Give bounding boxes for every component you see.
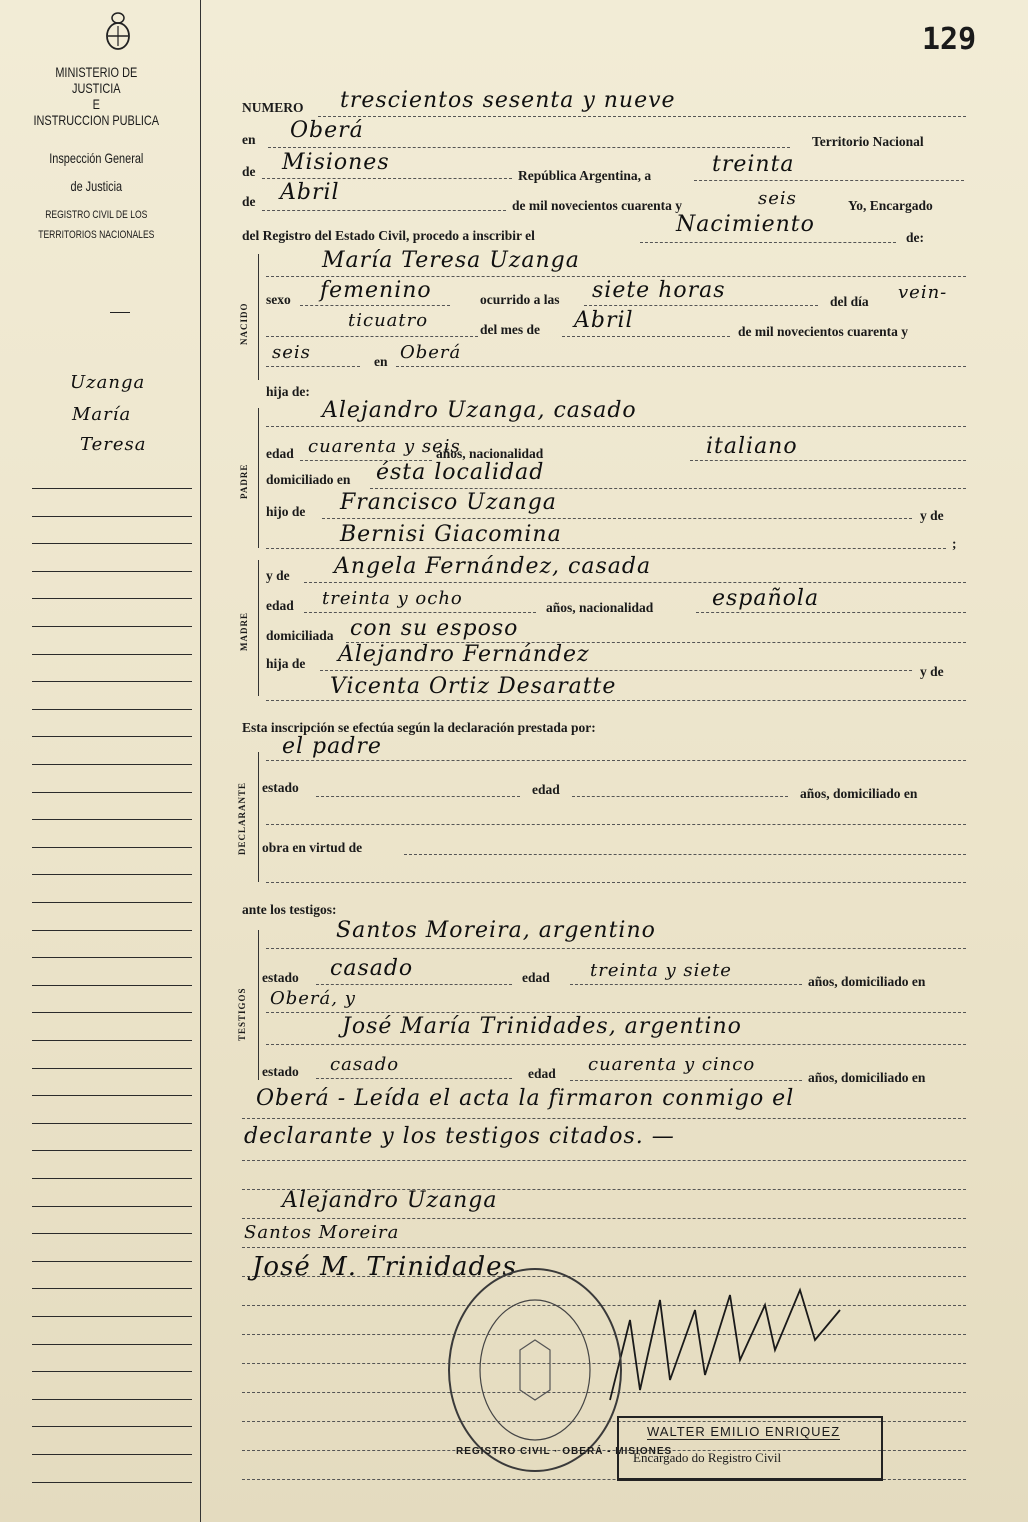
label-republica: República Argentina, a: [518, 168, 652, 183]
dots-t2-edad: [570, 1080, 802, 1081]
value-anio: seis: [758, 188, 797, 209]
margin-ruled-line: [32, 1482, 192, 1483]
dots-t1-estado: [316, 984, 512, 985]
label-obra-en-virtud: obra en virtud de: [262, 840, 363, 855]
margin-ruled-line: [32, 1206, 192, 1207]
dots-edad-decl: [572, 796, 788, 797]
dots-dom-decl: [266, 824, 966, 825]
margin-ruled-line: [32, 819, 192, 820]
label-anos-dom-decl: años, domiciliado en: [800, 786, 918, 801]
margin-ruled-line: [32, 764, 192, 765]
value-abuelo-m: Alejandro Fernández: [338, 642, 590, 667]
ministry-line-5: de Justicia: [70, 178, 123, 195]
signature-2: Santos Moreira: [244, 1222, 400, 1243]
label-territorio: Territorio Nacional: [812, 134, 924, 149]
value-en: Oberá: [290, 118, 364, 143]
dots-obra: [404, 854, 966, 855]
dots-padre-dom: [370, 488, 966, 489]
value-dia2: ticuatro: [348, 310, 429, 331]
value-madre-nac: española: [712, 586, 820, 611]
dots-testigo2: [266, 1044, 966, 1045]
ministry-line-3: INSTRUCCION PUBLICA: [33, 112, 160, 129]
dots-t1-edad: [570, 984, 802, 985]
label-en: en: [242, 132, 256, 147]
value-dia: treinta: [712, 152, 795, 177]
label-anos-dom-t1: años, domiciliado en: [808, 974, 926, 989]
value-testigo2: José María Trinidades, argentino: [342, 1014, 742, 1039]
ministry-line-2: E: [92, 96, 100, 113]
dots-testigo1: [266, 948, 966, 949]
label-edad-madre: edad: [266, 598, 294, 613]
dots-t2-estado: [316, 1078, 512, 1079]
label-sexo: sexo: [266, 292, 291, 307]
dots-madre-nombre: [304, 582, 966, 583]
margin-ruled-line: [32, 626, 192, 627]
dots-dia: [694, 180, 964, 181]
dots-dia2: [266, 336, 478, 337]
ministry-line-6: REGISTRO CIVIL DE LOS: [45, 208, 148, 221]
dots-declarante: [266, 760, 966, 761]
value-padre-nac: italiano: [706, 434, 798, 459]
value-abuela: Bernisi Giacomina: [340, 522, 562, 547]
label-edad-padre: edad: [266, 446, 294, 461]
margin-note-line1: Uzanga: [70, 372, 146, 393]
value-testigo1: Santos Moreira, argentino: [336, 918, 656, 943]
stamp-name: WALTER EMILIO ENRIQUEZ: [647, 1424, 841, 1439]
margin-ruled-line: [32, 1426, 192, 1427]
margin-ruled-line: [32, 543, 192, 544]
margin-ruled-line: [32, 1288, 192, 1289]
dots-abuelo-m: [320, 670, 912, 671]
value-territorio: Misiones: [282, 150, 390, 175]
label-y-de-padre: y de: [920, 508, 944, 523]
label-edad-t1: edad: [522, 970, 550, 985]
dots-mes2: [562, 336, 730, 337]
label-mil-nov2: de mil novecientos cuarenta y: [738, 324, 908, 339]
label-domiciliado-padre: domiciliado en: [266, 472, 351, 487]
value-t2-dom2: declarante y los testigos citados. —: [244, 1124, 675, 1149]
section-nacido: NACIDO: [239, 302, 249, 345]
value-abuelo: Francisco Uzanga: [340, 490, 557, 515]
signature-1: Alejandro Uzanga: [282, 1188, 498, 1213]
dots-lugar: [396, 366, 966, 367]
value-t2-edad: cuarenta y cinco: [588, 1054, 756, 1075]
dots-abuela: [266, 548, 946, 549]
dots-madre-edad: [304, 612, 536, 613]
ministry-line-4: Inspección General: [49, 150, 144, 167]
stamp-title: Encargado do Registro Civil: [633, 1450, 782, 1465]
value-t1-dom: Oberá, y: [270, 988, 356, 1009]
value-padre-dom: ésta localidad: [376, 460, 545, 485]
label-del-registro: del Registro del Estado Civil, procedo a inscribir el: [242, 228, 535, 243]
dots-anio2: [266, 366, 360, 367]
value-inscribir: Nacimiento: [676, 212, 815, 237]
margin-ruled-line: [32, 709, 192, 710]
margin-ruled-line: [32, 571, 192, 572]
dots-sexo: [300, 305, 450, 306]
value-dia1: vein-: [898, 282, 948, 303]
value-padre-edad: cuarenta y seis: [308, 436, 461, 457]
section-madre: MADRE: [239, 612, 249, 651]
label-hija-de: hija de:: [266, 384, 310, 399]
label-del-mes: del mes de: [480, 322, 540, 337]
brace-testigos: [258, 930, 259, 1080]
dots-inscribir: [640, 242, 896, 243]
left-margin-column: [0, 0, 201, 1522]
margin-ruled-line: [32, 654, 192, 655]
margin-ruled-line: [32, 1012, 192, 1013]
dots-t1-dom: [266, 1012, 966, 1013]
label-ante-testigos: ante los testigos:: [242, 902, 337, 917]
dots-t2-dom: [242, 1118, 966, 1119]
dots-estado-decl: [316, 796, 520, 797]
margin-ruled-line: [32, 1068, 192, 1069]
label-anos-nac-madre: años, nacionalidad: [546, 600, 654, 615]
label-y-de-madre: y de: [266, 568, 290, 583]
value-madre-dom: con su esposo: [350, 616, 519, 641]
margin-ruled-line: [32, 1371, 192, 1372]
margin-ruled-line: [32, 902, 192, 903]
margin-ruled-line: [32, 930, 192, 931]
section-declarante: DECLARANTE: [237, 781, 247, 855]
dots-mes: [262, 210, 506, 211]
value-t1-edad: treinta y siete: [590, 960, 732, 981]
coat-of-arms-icon: [103, 10, 133, 52]
margin-ruled-line: [32, 488, 192, 489]
label-esta-inscripcion: Esta inscripción se efectúa según la declaración prestada por:: [242, 720, 596, 735]
margin-ruled-line: [32, 598, 192, 599]
value-nombre: María Teresa Uzanga: [322, 248, 580, 273]
margin-ruled-line: [32, 1233, 192, 1234]
margin-ruled-line: [32, 1095, 192, 1096]
margin-note-line3: Teresa: [80, 434, 147, 455]
label-semicolon: ;: [952, 536, 957, 551]
margin-ruled-line: [32, 1261, 192, 1262]
margin-ruled-line: [32, 1399, 192, 1400]
margin-ruled-line: [32, 1040, 192, 1041]
value-numero: trescientos sesenta y nueve: [340, 88, 676, 113]
dots-hora: [584, 305, 818, 306]
value-mes: Abril: [280, 180, 340, 205]
dots-numero: [318, 116, 966, 117]
page-number: 129: [922, 22, 977, 57]
dots-madre-nac: [696, 612, 966, 613]
margin-ruled-line: [32, 792, 192, 793]
margin-ruled-line: [32, 1123, 192, 1124]
registrar-signature-icon: [600, 1280, 860, 1420]
label-en2: en: [374, 354, 388, 369]
dots-en: [268, 147, 790, 148]
signature-ruled-line: [242, 1160, 966, 1161]
value-madre-nombre: Angela Fernández, casada: [334, 554, 652, 579]
margin-ruled-line: [32, 1150, 192, 1151]
section-padre: PADRE: [239, 463, 249, 499]
seal-ring-icon: [450, 1270, 620, 1470]
header-rule: [110, 312, 130, 313]
margin-note-line2: María: [72, 404, 132, 425]
label-numero: NUMERO: [242, 100, 304, 115]
value-anio2: seis: [272, 342, 311, 363]
registrar-stamp: [617, 1416, 883, 1481]
label-ocurrido: ocurrido a las: [480, 292, 560, 307]
label-yo: Yo, Encargado: [848, 198, 933, 213]
value-mes2: Abril: [574, 308, 634, 333]
signature-3: José M. Trinidades: [252, 1252, 517, 1282]
margin-ruled-line: [32, 516, 192, 517]
dots-abuela-m: [266, 700, 966, 701]
official-seal: [448, 1268, 673, 1472]
label-de: de: [242, 164, 256, 179]
value-declarante: el padre: [282, 734, 382, 759]
value-hora: siete horas: [592, 278, 726, 303]
brace-nacido: [258, 254, 259, 380]
label-domiciliada: domiciliada: [266, 628, 334, 643]
label-hija-de2: hija de: [266, 656, 306, 671]
label-estado-t1: estado: [262, 970, 299, 985]
dots-nombre: [266, 276, 966, 277]
margin-ruled-line: [32, 847, 192, 848]
margin-ruled-line: [32, 736, 192, 737]
dots-abuelo: [322, 518, 912, 519]
ministry-header: [30, 64, 163, 242]
margin-ruled-line: [32, 874, 192, 875]
label-de2: de: [242, 194, 256, 209]
label-edad-t2: edad: [528, 1066, 556, 1081]
value-lugar: Oberá: [400, 342, 462, 363]
margin-ruled-line: [32, 957, 192, 958]
signature-ruled-line: [242, 1218, 966, 1219]
dots-padre-nac: [690, 460, 966, 461]
brace-madre: [258, 560, 259, 696]
signature-ruled-line: [242, 1247, 966, 1248]
dots-padre-nombre: [266, 426, 966, 427]
value-t1-estado: casado: [330, 956, 414, 981]
label-hijo-de: hijo de: [266, 504, 306, 519]
margin-ruled-line: [32, 1178, 192, 1179]
margin-ruled-line: [32, 681, 192, 682]
section-testigos: TESTIGOS: [237, 987, 247, 1041]
ministry-line-7: TERRITORIOS NACIONALES: [38, 229, 155, 242]
label-de-colon: de:: [906, 230, 924, 245]
label-edad-decl: edad: [532, 782, 560, 797]
label-estado-t2: estado: [262, 1064, 299, 1079]
brace-padre: [258, 408, 259, 548]
label-del-dia: del día: [830, 294, 869, 309]
label-mil-nov: de mil novecientos cuarenta y: [512, 198, 682, 213]
margin-ruled-line: [32, 1454, 192, 1455]
brace-declarante: [258, 752, 259, 882]
margin-ruled-line: [32, 1344, 192, 1345]
value-t2-dom: Oberá - Leída el acta la firmaron conmigo el: [256, 1086, 795, 1111]
value-t2-estado: casado: [330, 1054, 400, 1075]
margin-ruled-line: [32, 1316, 192, 1317]
dots-obra2: [266, 882, 966, 883]
seal-text: REGISTRO CIVIL · OBERÁ - MISIONES: [456, 1446, 673, 1457]
value-madre-edad: treinta y ocho: [322, 588, 463, 609]
dots-territorio: [262, 178, 512, 179]
label-y-de3: y de: [920, 664, 944, 679]
label-anos-dom-t2: años, domiciliado en: [808, 1070, 926, 1085]
value-abuela-m: Vicenta Ortiz Desaratte: [330, 674, 617, 699]
value-padre-nombre: Alejandro Uzanga, casado: [322, 398, 637, 423]
value-sexo: femenino: [320, 278, 432, 303]
label-estado-decl: estado: [262, 780, 299, 795]
label-anos-nac-padre: años, nacionalidad: [436, 446, 544, 461]
ministry-line-1: MINISTERIO DE JUSTICIA: [55, 64, 138, 97]
margin-ruled-line: [32, 985, 192, 986]
